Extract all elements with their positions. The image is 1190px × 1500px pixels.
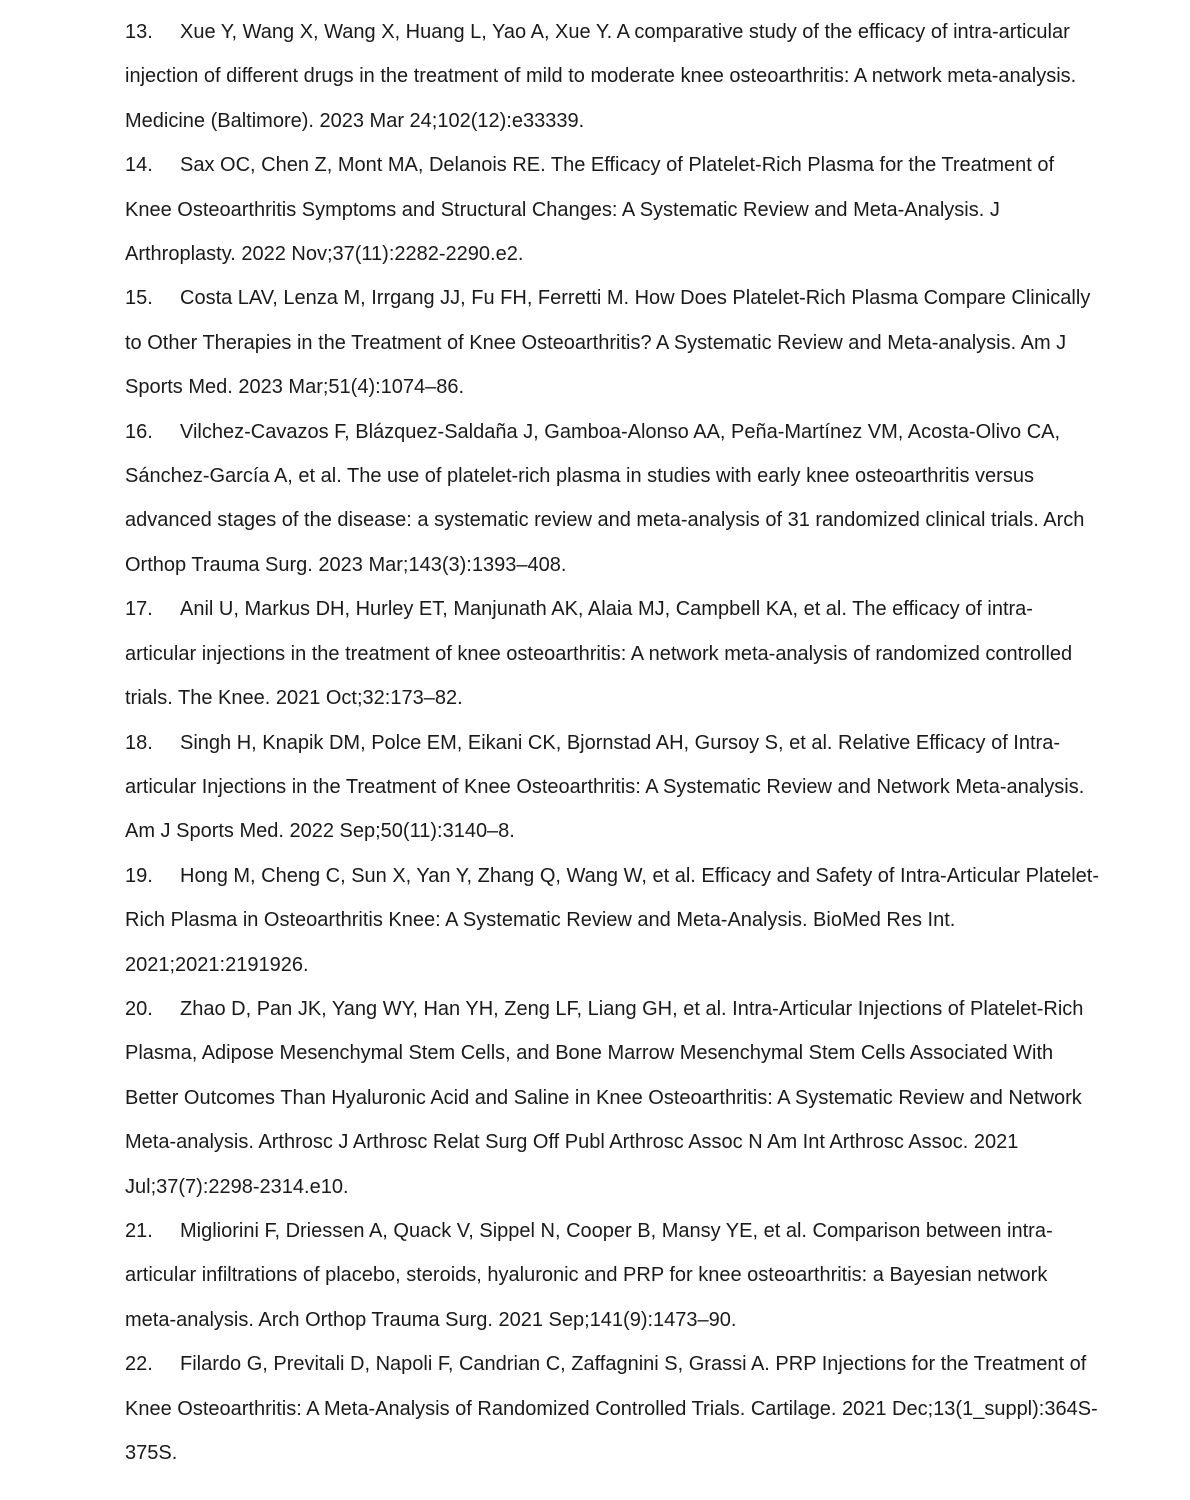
reference-item [125, 854, 1100, 987]
reference-number: 18. [125, 731, 153, 754]
reference-item [125, 587, 1100, 720]
reference-text: Filardo G, Previtali D, Napoli F, Candrian C, Zaffagnini S, Grassi A. PRP Injections for the Treatment of Knee Osteoarthritis: A Meta-Analysis of Randomized Controlled Trials. Cartilage. 2021 Dec;13(1_suppl):364S-375S. [125, 1353, 1098, 1464]
reference-number: 20. [125, 997, 153, 1020]
reference-number: 16. [125, 420, 153, 443]
reference-list [125, 10, 1100, 1475]
reference-text: Xue Y, Wang X, Wang X, Huang L, Yao A, Xue Y. A comparative study of the efficacy of intra-articular injection of different drugs in the treatment of mild to moderate knee osteoarthritis: A network meta-analysis. Medicine (Baltimore). 2023 Mar 24;102(12):e33339. [125, 21, 1077, 132]
reference-number: 15. [125, 287, 153, 310]
reference-text: Zhao D, Pan JK, Yang WY, Han YH, Zeng LF, Liang GH, et al. Intra-Articular Injections of Platelet-Rich Plasma, Adipose Mesenchymal Stem Cells, and Bone Marrow Mesenchymal Stem Cells Associated With Better Outcomes Than Hyaluronic Acid and Saline in Knee Osteoarthritis: A Systematic Review and Network Meta-analysis. Arthrosc J Arthrosc Relat Surg Off Publ Arthrosc Assoc N Am Int Arthrosc Assoc. 2021 Jul;37(7):2298-2314.e10. [125, 997, 1084, 1198]
reference-number: 13. [125, 21, 153, 43]
reference-item [125, 987, 1100, 1209]
reference-item [125, 1209, 1100, 1342]
reference-text: Vilchez-Cavazos F, Blázquez-Saldaña J, Gamboa-Alonso AA, Peña-Martínez VM, Acosta-Olivo CA, Sánchez-García A, et al. The use of platelet-rich plasma in studies with early knee osteoarthritis versus advanced stages of the disease: a systematic review and meta-analysis of 31 randomized clinical trials. Arch Orthop Trauma Surg. 2023 Mar;143(3):1393–408. [125, 420, 1085, 576]
reference-item [125, 410, 1100, 588]
reference-item [125, 1342, 1100, 1475]
reference-text: Sax OC, Chen Z, Mont MA, Delanois RE. The Efficacy of Platelet-Rich Plasma for the Treatment of Knee Osteoarthritis Symptoms and Structural Changes: A Systematic Review and Meta-Analysis. J Arthroplasty. 2022 Nov;37(11):2282-2290.e2. [125, 154, 1055, 266]
reference-text: Singh H, Knapik DM, Polce EM, Eikani CK, Bjornstad AH, Gursoy S, et al. Relative Efficacy of Intra-articular Injections in the Treatment of Knee Osteoarthritis: A Systematic Review and Network Meta-analysis. Am J Sports Med. 2022 Sep;50(11):3140–8. [125, 731, 1085, 843]
reference-item [125, 276, 1100, 409]
reference-text: Hong M, Cheng C, Sun X, Yan Y, Zhang Q, Wang W, et al. Efficacy and Safety of Intra-Articular Platelet-Rich Plasma in Osteoarthritis Knee: A Systematic Review and Meta-Analysis. BioMed Res Int. 2021;2021:2191926. [125, 864, 1099, 976]
reference-text: Migliorini F, Driessen A, Quack V, Sippel N, Cooper B, Mansy YE, et al. Comparison between intra-articular infiltrations of placebo, steroids, hyaluronic and PRP for knee osteoarthritis: a Bayesian network meta-analysis. Arch Orthop Trauma Surg. 2021 Sep;141(9):1473–90. [125, 1219, 1053, 1331]
reference-item [125, 10, 1100, 143]
reference-number: 22. [125, 1353, 153, 1376]
reference-text: Costa LAV, Lenza M, Irrgang JJ, Fu FH, Ferretti M. How Does Platelet-Rich Plasma Compare Clinically to Other Therapies in the Treatment of Knee Osteoarthritis? A Systematic Review and Meta-analysis. Am J Sports Med. 2023 Mar;51(4):1074–86. [125, 287, 1091, 399]
reference-number: 21. [125, 1219, 153, 1242]
reference-text: Anil U, Markus DH, Hurley ET, Manjunath AK, Alaia MJ, Campbell KA, et al. The efficacy of intra-articular injections in the treatment of knee osteoarthritis: A network meta-analysis of randomized controlled trials. The Knee. 2021 Oct;32:173–82. [125, 598, 1073, 710]
reference-number: 19. [125, 864, 153, 887]
reference-item [125, 143, 1100, 276]
reference-number: 14. [125, 154, 153, 177]
reference-number: 17. [125, 598, 153, 621]
reference-item [125, 721, 1100, 854]
